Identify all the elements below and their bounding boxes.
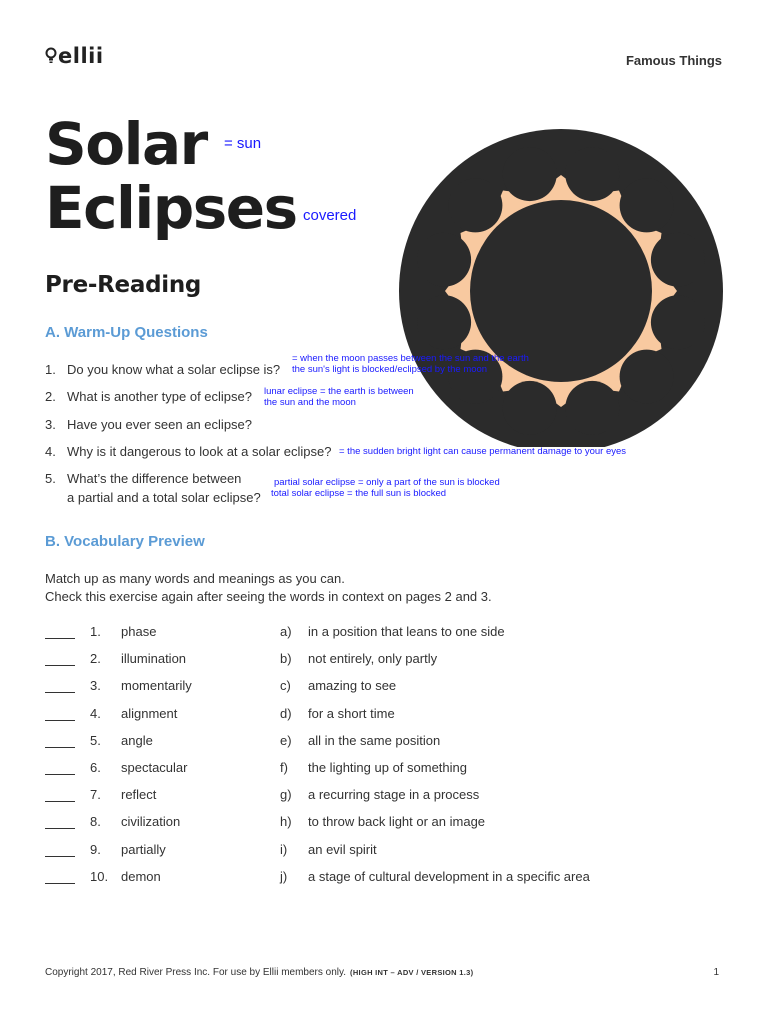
- vocab-word: partially: [121, 841, 166, 857]
- vocab-word: alignment: [121, 705, 178, 721]
- corona-scallop: [503, 381, 557, 435]
- vocab-number: 2.: [90, 651, 101, 667]
- annotation-covered: covered: [303, 207, 357, 224]
- annotation-sun: = sun: [224, 135, 262, 152]
- vocab-word: reflect: [121, 787, 157, 803]
- version-label: (HIGH INT – ADV / VERSION 1.3): [350, 968, 474, 977]
- definition-letter: j): [280, 868, 288, 884]
- corona-scallop: [620, 350, 674, 404]
- category-label: Famous Things: [625, 53, 722, 68]
- section-title: Pre-Reading: [45, 272, 202, 298]
- definition-text: to throw back light or an image: [308, 814, 486, 830]
- lightbulb-icon: [45, 46, 57, 66]
- definition-text: a recurring stage in a process: [308, 787, 480, 803]
- vocab-number: 3.: [90, 678, 101, 694]
- warmup-heading: A. Warm-Up Questions: [45, 324, 208, 341]
- vocab-row: [45, 733, 725, 753]
- annotation-q4: = the sudden bright light can cause permanent damage to your eyes: [339, 446, 627, 457]
- definition-letter: b): [280, 651, 292, 667]
- page-number: 1: [713, 967, 719, 978]
- answer-blank[interactable]: [45, 883, 75, 884]
- corona-scallop: [651, 295, 705, 349]
- title-line-1: Solar: [45, 110, 207, 178]
- answer-blank[interactable]: [45, 774, 75, 775]
- vocab-word: illumination: [121, 651, 187, 667]
- definition-text: all in the same position: [308, 732, 441, 748]
- page-title: [45, 112, 297, 240]
- vocab-word: angle: [121, 732, 153, 748]
- answer-blank[interactable]: [45, 828, 75, 829]
- corona-scallop: [620, 178, 674, 232]
- definition-text: amazing to see: [308, 678, 397, 694]
- vocab-row: [45, 624, 725, 644]
- corona-scallop: [651, 233, 705, 287]
- definition-letter: e): [280, 732, 292, 748]
- vocab-row: [45, 651, 725, 671]
- definition-letter: f): [280, 760, 288, 775]
- corona-scallop: [417, 233, 471, 287]
- solar-eclipse-illustration: [398, 121, 724, 447]
- answer-blank[interactable]: [45, 856, 75, 857]
- vocab-word: civilization: [121, 814, 181, 830]
- answer-blank[interactable]: [45, 638, 75, 639]
- corona-scallop: [503, 147, 557, 201]
- vocab-word: phase: [121, 624, 157, 639]
- definition-letter: h): [280, 814, 292, 830]
- vocab-number: 5.: [90, 732, 101, 748]
- vocab-number: 4.: [90, 705, 101, 721]
- vocab-row: [45, 760, 725, 780]
- corona-scallop: [448, 178, 502, 232]
- definition-text: in a position that leans to one side: [308, 624, 505, 639]
- answer-blank[interactable]: [45, 747, 75, 748]
- answer-blank[interactable]: [45, 801, 75, 802]
- vocab-word: spectacular: [121, 760, 188, 775]
- footer-copyright: Copyright 2017, Red River Press Inc. For use by Ellii members only. (HIGH INT – ADV / VERSION 1.3): [45, 967, 474, 978]
- vocab-number: 7.: [90, 787, 101, 803]
- vocab-row: [45, 869, 725, 889]
- vocab-number: 10.: [90, 868, 109, 884]
- vocab-row: [45, 787, 725, 807]
- corona-scallop: [565, 381, 619, 435]
- corona-scallop: [565, 147, 619, 201]
- vocab-heading: B. Vocabulary Preview: [45, 533, 205, 550]
- definition-letter: i): [280, 841, 288, 857]
- brand-logo: [45, 44, 104, 68]
- vocab-number: 1.: [90, 624, 101, 639]
- definition-letter: g): [280, 787, 292, 803]
- definition-text: an evil spirit: [308, 841, 377, 857]
- vocab-number: 6.: [90, 760, 101, 775]
- vocab-row: [45, 814, 725, 834]
- vocab-row: [45, 706, 725, 726]
- annotation-q1: = when the moon passes between the sun and the earth the sun's light is blocked/eclipsed by the moon: [292, 353, 529, 375]
- brand-name: ellii: [58, 44, 104, 68]
- definition-text: a stage of cultural development in a specific area: [308, 868, 590, 884]
- definition-text: the lighting up of something: [308, 760, 467, 775]
- definition-letter: c): [280, 678, 291, 694]
- annotation-q5: partial solar eclipse = only a part of the sun is blocked total solar eclipse = the full sun is blocked: [271, 477, 500, 499]
- definition-text: not entirely, only partly: [308, 651, 438, 667]
- title-line-2: Eclipses: [45, 174, 297, 242]
- vocab-word: momentarily: [121, 678, 192, 694]
- answer-blank[interactable]: [45, 692, 75, 693]
- vocab-instructions: Match up as many words and meanings as you can. Check this exercise again after seeing the words in context on pages 2 and 3.: [45, 571, 492, 604]
- answer-blank[interactable]: [45, 720, 75, 721]
- vocab-row: [45, 842, 725, 862]
- definition-text: for a short time: [308, 705, 395, 721]
- definition-letter: d): [280, 705, 292, 721]
- vocab-number: 8.: [90, 814, 101, 830]
- corona-scallop: [417, 295, 471, 349]
- vocab-number: 9.: [90, 841, 101, 857]
- definition-letter: a): [280, 624, 292, 639]
- annotation-q2: lunar eclipse = the earth is between the sun and the moon: [264, 386, 414, 408]
- vocab-row: [45, 678, 725, 698]
- vocab-word: demon: [121, 868, 161, 884]
- answer-blank[interactable]: [45, 665, 75, 666]
